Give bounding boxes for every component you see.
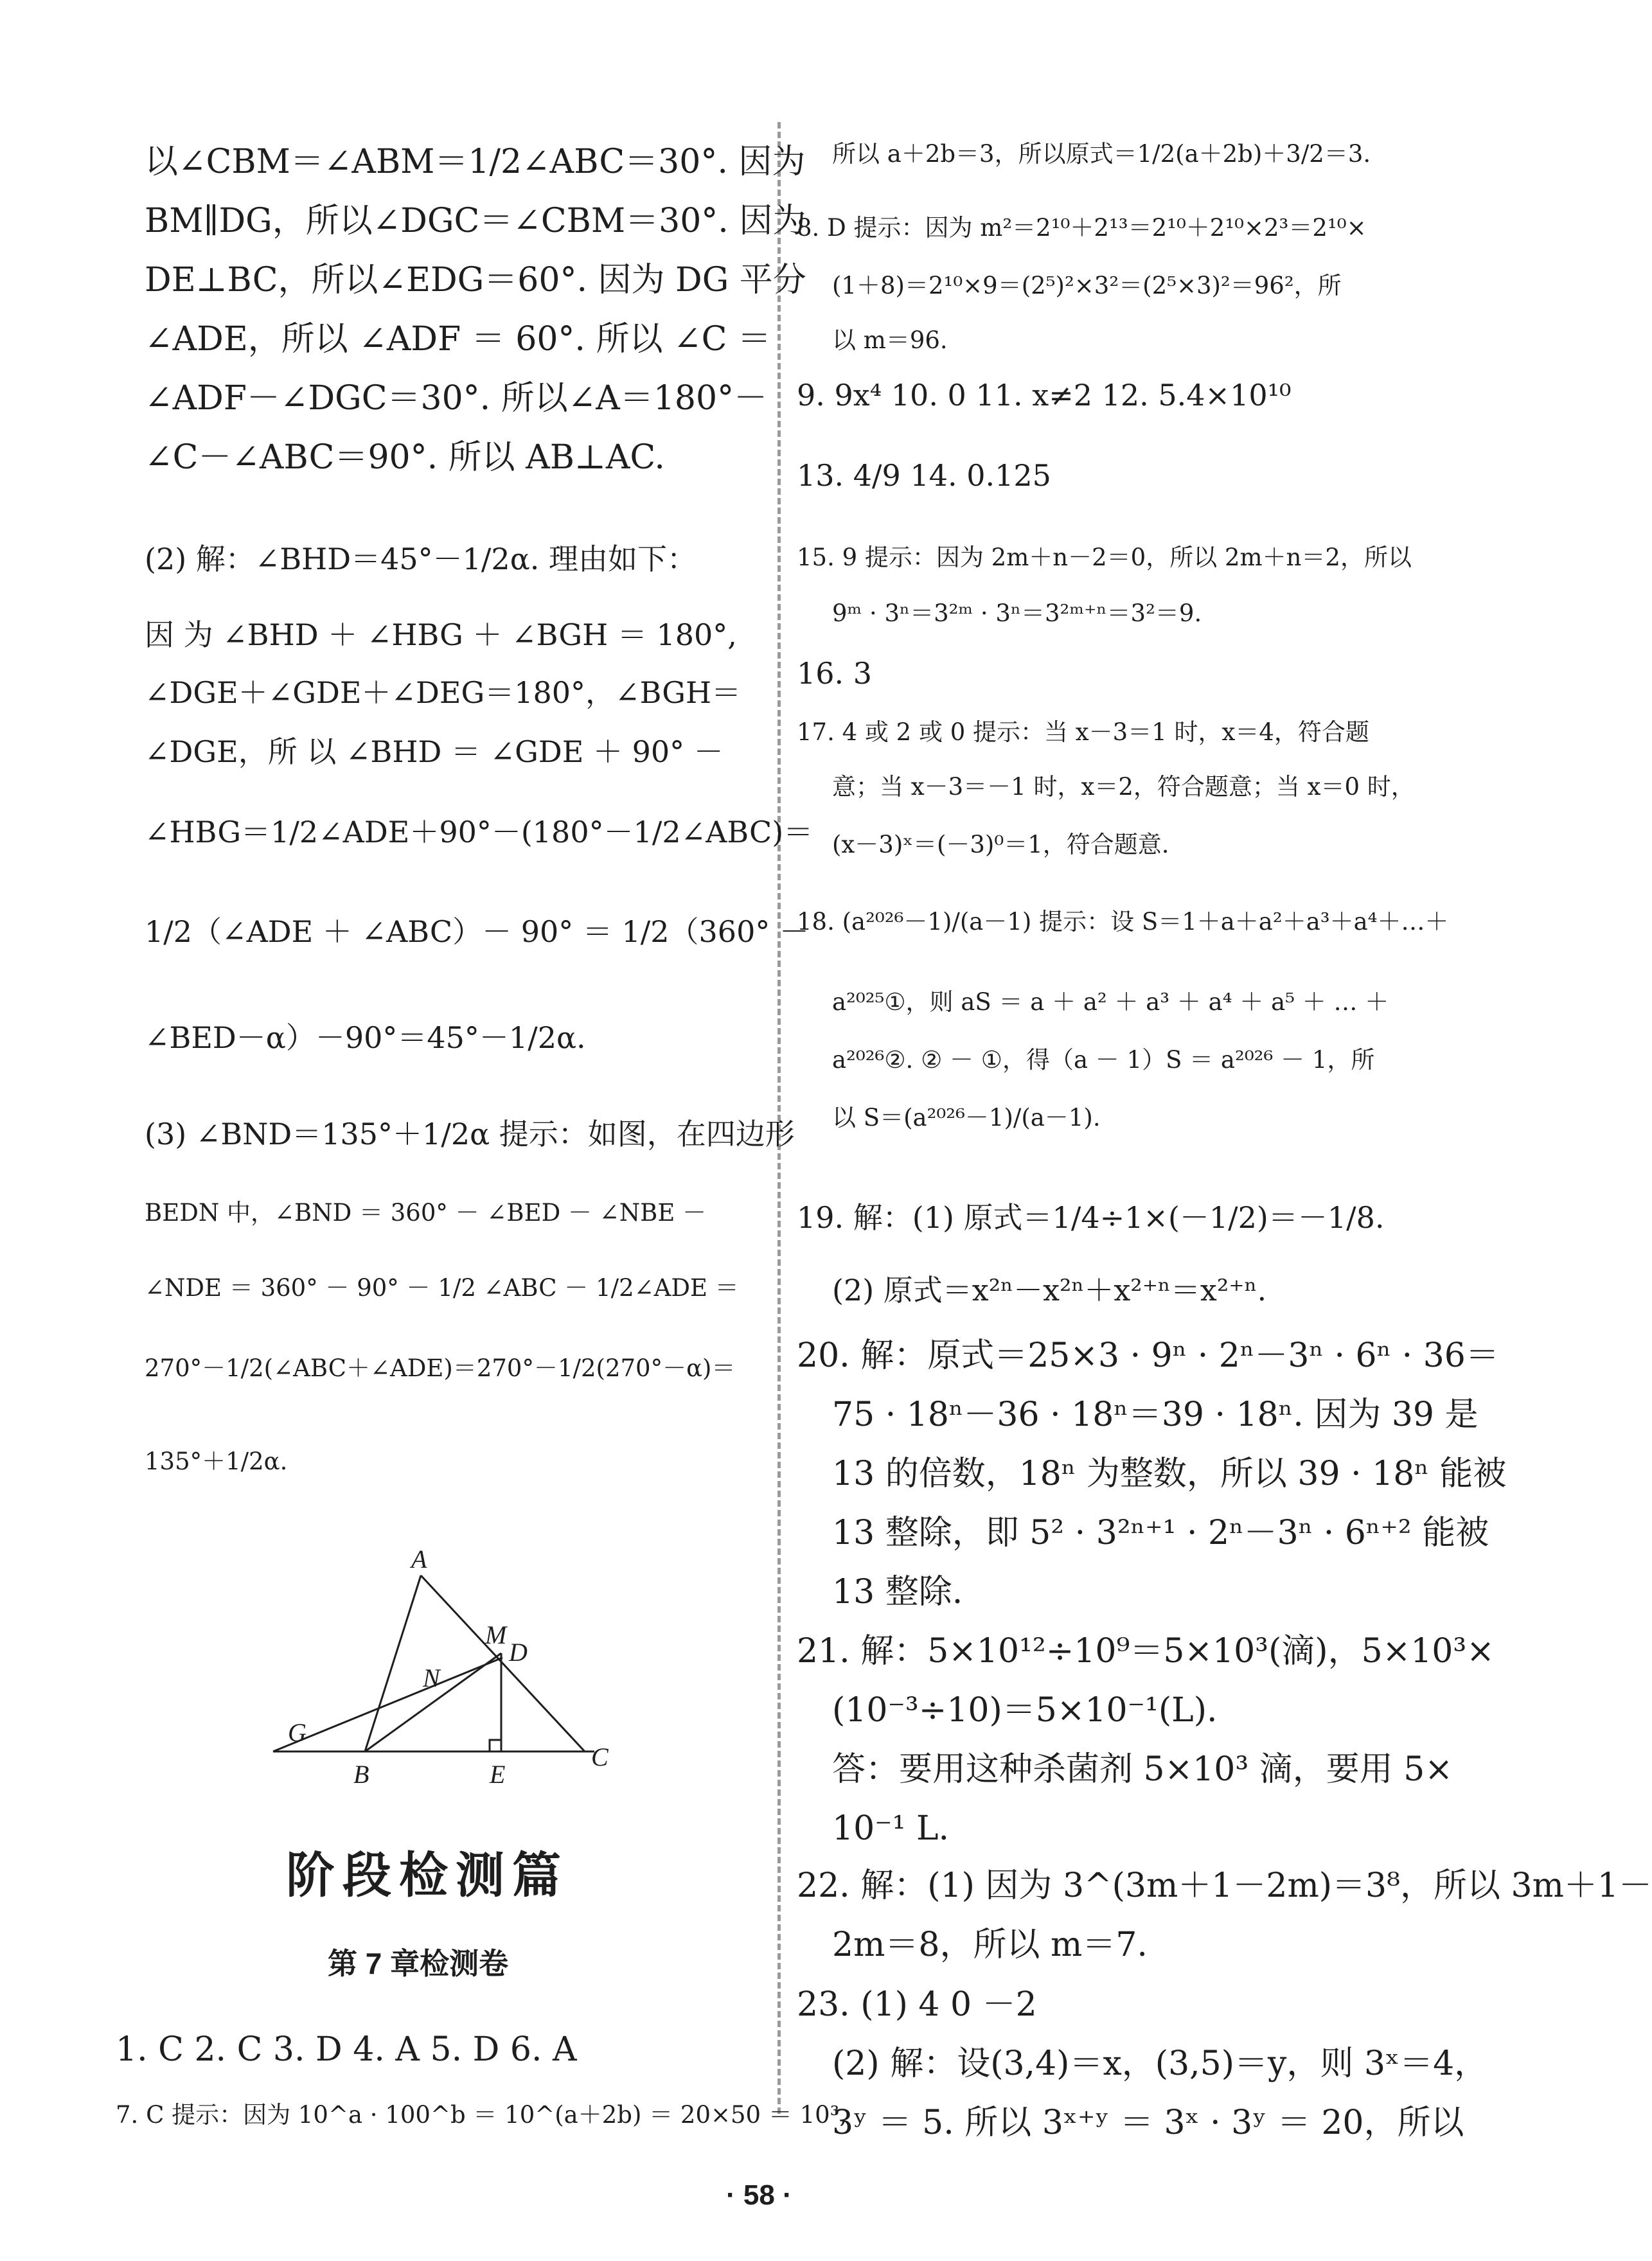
text-line: (x－3)ˣ＝(－3)⁰＝1，符合题意.	[832, 831, 1169, 858]
text-line: 13 整除，即 5² · 3²ⁿ⁺¹ · 2ⁿ－3ⁿ · 6ⁿ⁺² 能被	[832, 1514, 1489, 1552]
text-line: 因 为 ∠BHD ＋ ∠HBG ＋ ∠BGH ＝ 180°,	[145, 617, 737, 652]
text-line: ∠DGE，所 以 ∠BHD ＝ ∠GDE ＋ 90° －	[145, 734, 724, 769]
text-line: 以 S＝(a²⁰²⁶－1)/(a－1).	[832, 1104, 1101, 1131]
text-line: BM∥DG，所以∠DGC＝∠CBM＝30°. 因为	[145, 202, 806, 240]
chapter-title: 第 7 章检测卷	[328, 1947, 509, 1980]
text-line: 13 的倍数，18ⁿ 为整数，所以 39 · 18ⁿ 能被	[832, 1455, 1507, 1493]
text-line: 9ᵐ · 3ⁿ＝3²ᵐ · 3ⁿ＝3²ᵐ⁺ⁿ＝3²＝9.	[832, 599, 1202, 627]
text-line: a²⁰²⁶②. ② － ①，得（a － 1）S ＝ a²⁰²⁶ － 1，所	[832, 1046, 1375, 1074]
label-a: A	[411, 1545, 427, 1574]
text-line: ∠ADF－∠DGC＝30°. 所以∠A＝180°－	[145, 379, 768, 418]
text-line: 以 m＝96.	[832, 326, 948, 354]
text-line: (2) 解：∠BHD＝45°－1/2α. 理由如下：	[145, 542, 697, 576]
text-line: 答：要用这种杀菌剂 5×10³ 滴，要用 5×	[832, 1750, 1453, 1789]
section-title: 阶段检测篇	[286, 1847, 569, 1904]
text-line: 270°－1/2(∠ABC＋∠ADE)＝270°－1/2(270°－α)＝	[145, 1354, 736, 1382]
text-line: 所以 a＋2b＝3，所以原式＝1/2(a＋2b)＋3/2＝3.	[832, 140, 1371, 168]
text-line: ∠NDE ＝ 360° － 90° － 1/2 ∠ABC － 1/2∠ADE ＝	[145, 1274, 739, 1302]
page-number: · 58 ·	[726, 2179, 792, 2211]
text-line: ∠C－∠ABC＝90°. 所以 AB⊥AC.	[145, 438, 665, 477]
text-line: (1＋8)＝2¹⁰×9＝(2⁵)²×3²＝(2⁵×3)²＝96²，所	[832, 272, 1342, 299]
answer-row: 7. C 提示：因为 10^a · 100^b ＝ 10^(a＋2b) ＝ 20×50 ＝ 10³,	[116, 2101, 848, 2129]
text-line: 10⁻¹ L.	[832, 1809, 950, 1848]
text-line: 135°＋1/2α.	[145, 1448, 288, 1475]
text-line: 意；当 x－3＝－1 时，x＝2，符合题意；当 x＝0 时，	[832, 773, 1415, 801]
text-line: 以∠CBM＝∠ABM＝1/2∠ABC＝30°. 因为	[145, 143, 806, 181]
line-ac	[421, 1575, 585, 1751]
text-line: ∠ADE，所以 ∠ADF ＝ 60°. 所以 ∠C ＝	[145, 320, 771, 359]
label-m: M	[485, 1620, 507, 1649]
text-line: (10⁻³÷10)＝5×10⁻¹(L).	[832, 1691, 1218, 1730]
text-line: (3) ∠BND＝135°＋1/2α 提示：如图，在四边形	[145, 1117, 795, 1151]
text-line: 13 整除.	[832, 1573, 963, 1611]
right-angle-mark	[490, 1740, 501, 1751]
text-line: 17. 4 或 2 或 0 提示：当 x－3＝1 时，x＝4，符合题	[797, 718, 1369, 746]
text-line: BEDN 中，∠BND ＝ 360° － ∠BED － ∠NBE －	[145, 1199, 707, 1227]
label-g: G	[288, 1718, 306, 1747]
text-line: 19. 解：(1) 原式＝1/4÷1×(－1/2)＝－1/8.	[797, 1200, 1385, 1235]
label-c: C	[591, 1742, 608, 1771]
text-line: 23. (1) 4 0 －2	[797, 1985, 1037, 2024]
text-line: 8. D 提示：因为 m²＝2¹⁰＋2¹³＝2¹⁰＋2¹⁰×2³＝2¹⁰×	[797, 214, 1367, 242]
text-line: 2m＝8，所以 m＝7.	[832, 1926, 1148, 1964]
text-line: 20. 解：原式＝25×3 · 9ⁿ · 2ⁿ－3ⁿ · 6ⁿ · 36＝	[797, 1336, 1499, 1375]
text-line: 75 · 18ⁿ－36 · 18ⁿ＝39 · 18ⁿ. 因为 39 是	[832, 1396, 1479, 1434]
text-line: (2) 解：设(3,4)＝x，(3,5)＝y，则 3ˣ＝4，	[832, 2044, 1488, 2083]
text-line: 1/2（∠ADE ＋ ∠ABC）－ 90° ＝ 1/2（360° －	[145, 914, 809, 949]
text-line: 16. 3	[797, 656, 873, 691]
text-line: ∠BED－α）－90°＝45°－1/2α.	[145, 1020, 586, 1055]
text-line: 21. 解：5×10¹²÷10⁹＝5×10³(滴)，5×10³×	[797, 1632, 1495, 1671]
label-e: E	[490, 1760, 506, 1789]
label-n: N	[423, 1663, 440, 1692]
text-line: DE⊥BC，所以∠EDG＝60°. 因为 DG 平分	[145, 261, 806, 299]
geometry-figure	[257, 1542, 643, 1789]
text-line: ∠DGE＋∠GDE＋∠DEG＝180°，∠BGH＝	[145, 675, 742, 710]
text-line: (2) 原式＝x²ⁿ－x²ⁿ＋x²⁺ⁿ＝x²⁺ⁿ.	[832, 1273, 1267, 1308]
text-line: 9. 9x⁴ 10. 0 11. x≠2 12. 5.4×10¹⁰	[797, 378, 1292, 412]
line-ab	[365, 1575, 421, 1751]
text-line: 15. 9 提示：因为 2m＋n－2＝0，所以 2m＋n＝2，所以	[797, 544, 1412, 571]
label-d: D	[509, 1638, 528, 1667]
label-b: B	[353, 1760, 369, 1789]
text-line: 22. 解：(1) 因为 3^(3m＋1－2m)＝3⁸，所以 3m＋1－	[797, 1866, 1652, 1905]
answer-row: 1. C 2. C 3. D 4. A 5. D 6. A	[116, 2030, 577, 2069]
text-line: ∠HBG＝1/2∠ADE＋90°－(180°－1/2∠ABC)＝	[145, 815, 813, 849]
text-line: 13. 4/9 14. 0.125	[797, 458, 1051, 493]
text-line: 3ʸ ＝ 5. 所以 3ˣ⁺ʸ ＝ 3ˣ · 3ʸ ＝ 20，所以	[832, 2104, 1464, 2142]
text-line: a²⁰²⁵①，则 aS ＝ a ＋ a² ＋ a³ ＋ a⁴ ＋ a⁵ ＋ … ＋	[832, 988, 1389, 1016]
text-line: 18. (a²⁰²⁶－1)/(a－1) 提示：设 S＝1＋a＋a²＋a³＋a⁴＋…＋	[797, 908, 1449, 935]
line-gm	[273, 1658, 502, 1751]
